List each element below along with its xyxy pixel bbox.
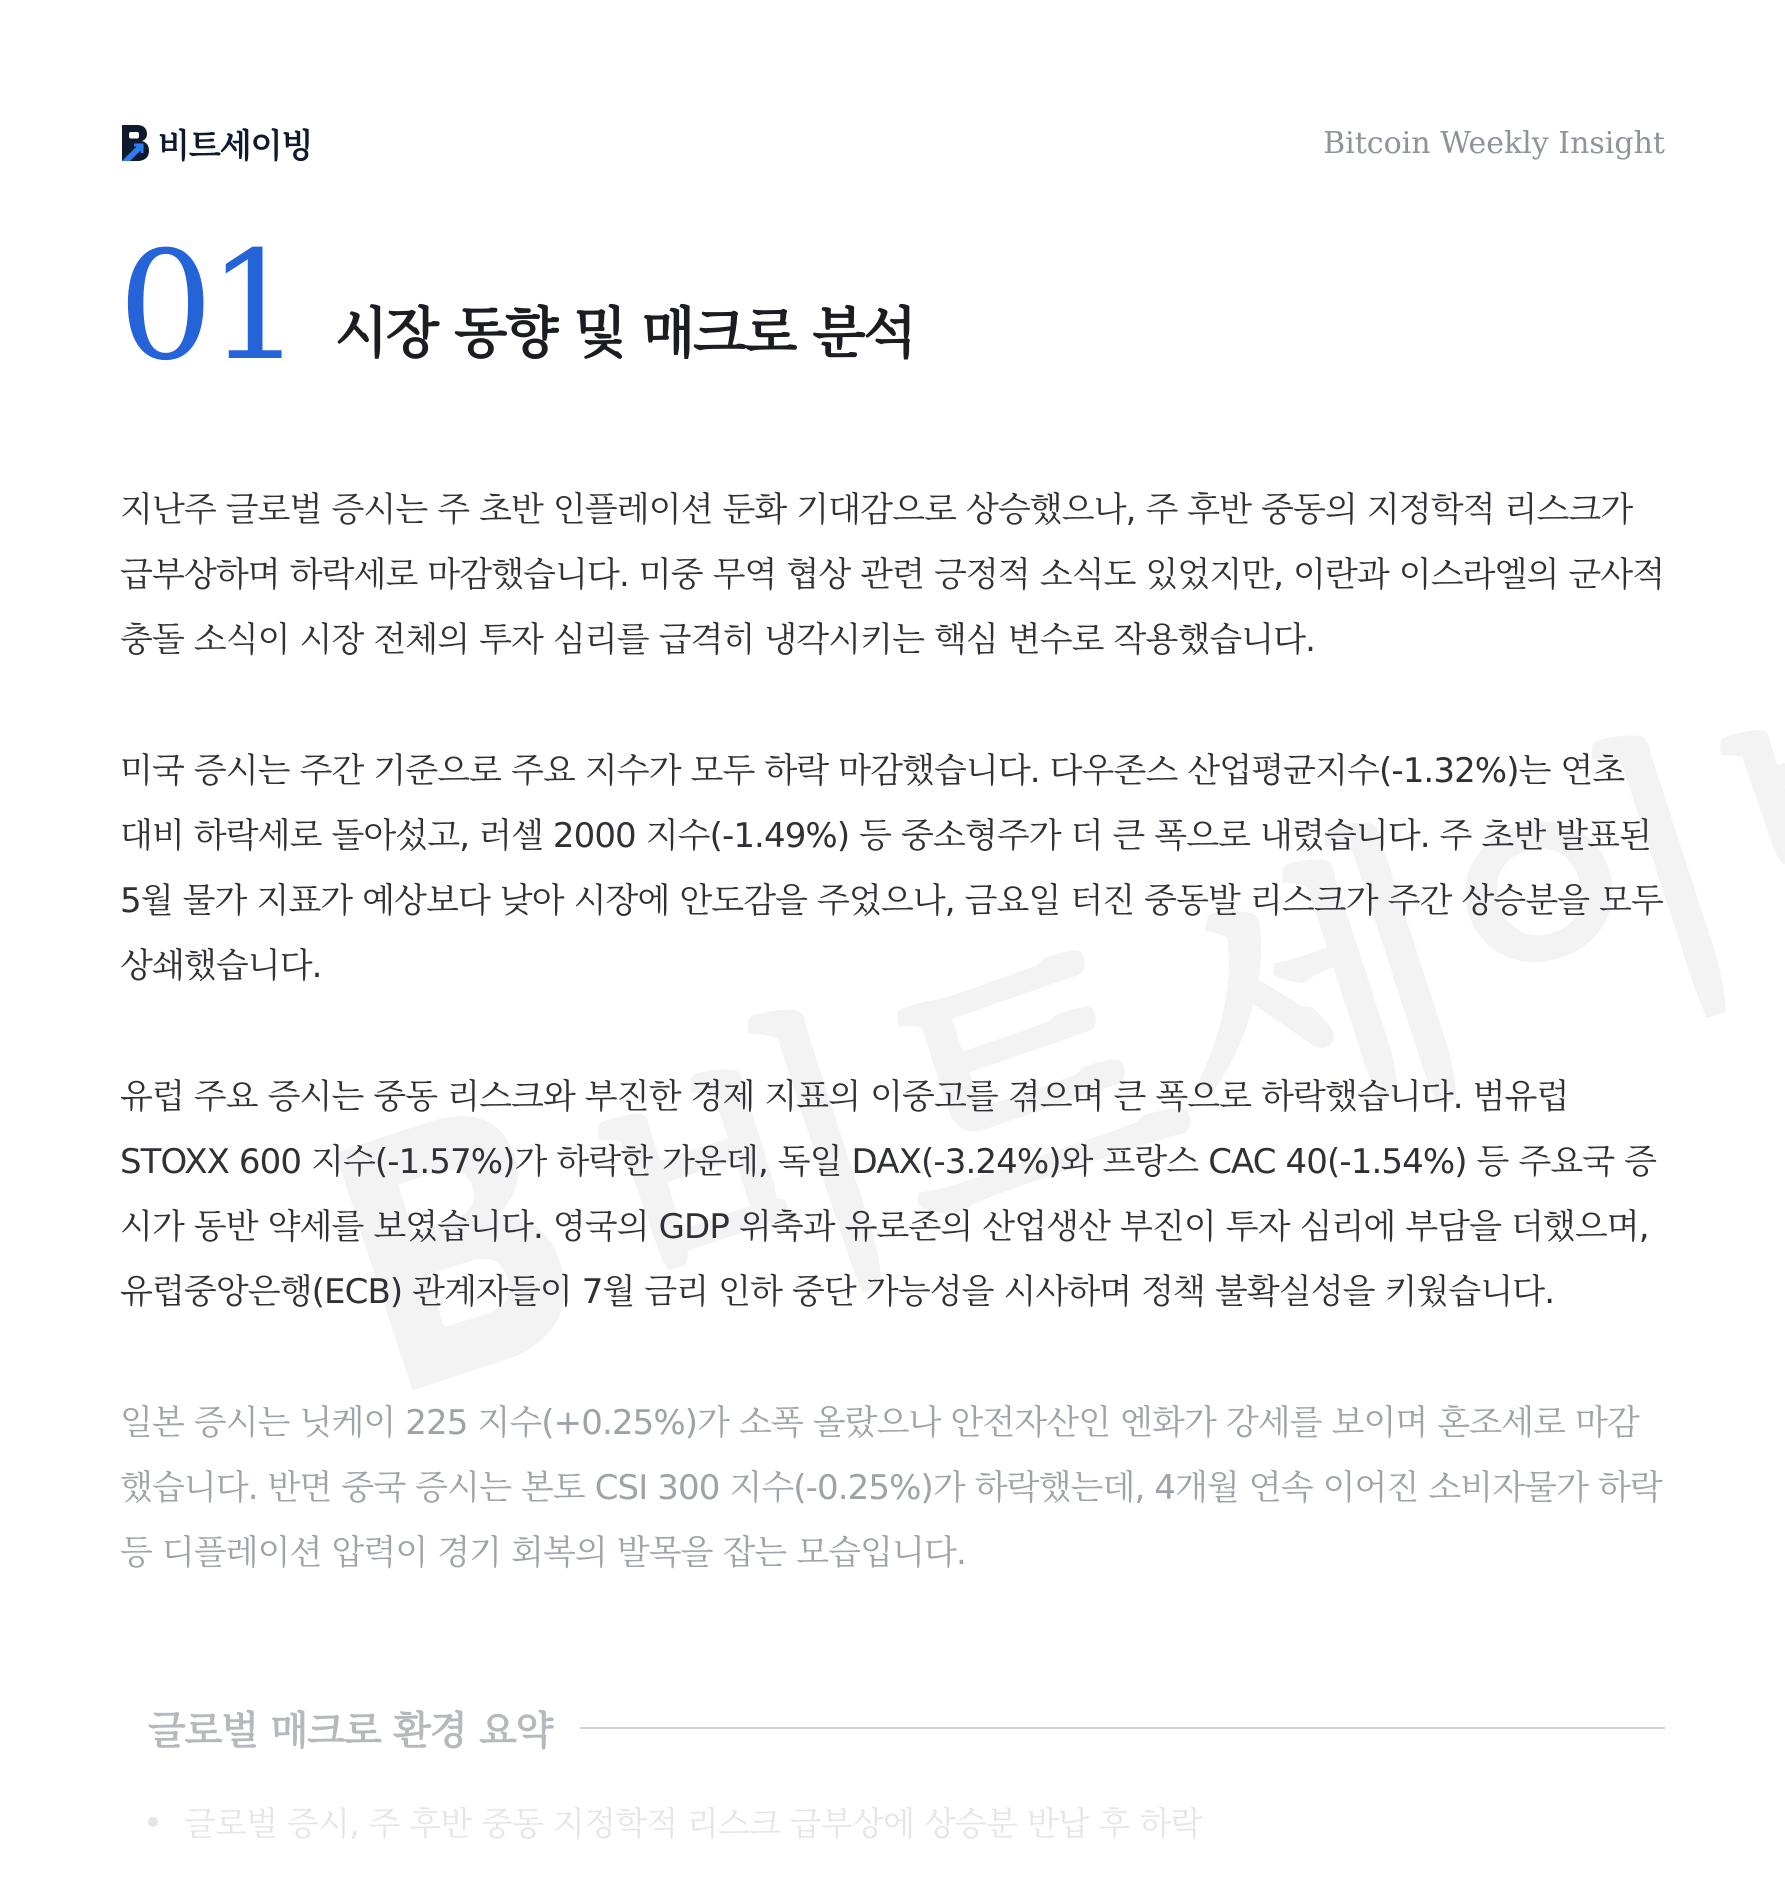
- section-number: 01: [118, 220, 297, 394]
- summary-list-item: [148, 1798, 1202, 1845]
- paragraph-global-markets: 지난주 글로벌 증시는 주 초반 인플레이션 둔화 기대감으로 상승했으나, 주 후반 중동의 지정학적 리스크가 급부상하며 하락세로 마감했습니다. 미중 무역 협상 관련 긍정적 소식도 있었지만, 이란과 이스라엘의 군사적 충돌 소식이 시장 전체의 투자 심리를 급격히 냉각시키는 핵심 변수로 작용했습니다.: [120, 490, 1665, 660]
- summary-title: 글로벌 매크로 환경 요약: [148, 1709, 553, 1754]
- paragraph-us-markets: 미국 증시는 주간 기준으로 주요 지수가 모두 하락 마감했습니다. 다우존스 산업평균지수(-1.32%)는 연초 대비 하락세로 돌아섰고, 러셀 2000 지수(-1.49%) 등 중소형주가 더 큰 폭으로 내렸습니다. 주 초반 발표된 5월 물가 지표가 예상보다 낮아 시장에 안도감을 주었으나, 금요일 터진 중동발 리스크가 주간 상승분을 모두 상쇄했습니다.: [120, 751, 1663, 986]
- brand-name: 비트세이빙: [158, 125, 313, 165]
- summary-list: [148, 1798, 1202, 1845]
- summary-divider: [580, 1727, 1665, 1729]
- article-body: [120, 478, 1665, 1652]
- publication-title: Bitcoin Weekly Insight: [1323, 125, 1665, 161]
- paragraph-europe-markets: 유럽 주요 증시는 중동 리스크와 부진한 경제 지표의 이중고를 겪으며 큰 폭으로 하락했습니다. 범유럽 STOXX 600 지수(-1.57%)가 하락한 가운데, 독일 DAX(-3.24%)와 프랑스 CAC 40(-1.54%) 등 주요국 증시가 동반 약세를 보였습니다. 영국의 GDP 위축과 유로존의 산업생산 부진이 투자 심리에 부담을 더했으며, 유럽중앙은행(ECB) 관계자들이 7월 금리 인하 중단 가능성을 시사하며 정책 불확실성을 키웠습니다.: [120, 1077, 1657, 1312]
- bitsaving-logo-icon: [120, 123, 152, 163]
- summary-heading: [148, 1700, 1665, 1756]
- page-header: [120, 118, 1665, 168]
- bullet-icon: [148, 1817, 158, 1827]
- brand: [120, 120, 312, 167]
- section-title: 시장 동향 및 매크로 분석: [334, 301, 915, 365]
- summary-item-text: 글로벌 증시, 주 후반 중동 지정학적 리스크 급부상에 상승분 반납 후 하락: [184, 1804, 1202, 1843]
- section-heading: [118, 220, 915, 394]
- paragraph-asia-markets: 일본 증시는 닛케이 225 지수(+0.25%)가 소폭 올랐으나 안전자산인 엔화가 강세를 보이며 혼조세로 마감했습니다. 반면 중국 증시는 본토 CSI 300 지수(-0.25%)가 하락했는데, 4개월 연속 이어진 소비자물가 하락 등 디플레이션 압력이 경기 회복의 발목을 잡는 모습입니다.: [120, 1403, 1662, 1573]
